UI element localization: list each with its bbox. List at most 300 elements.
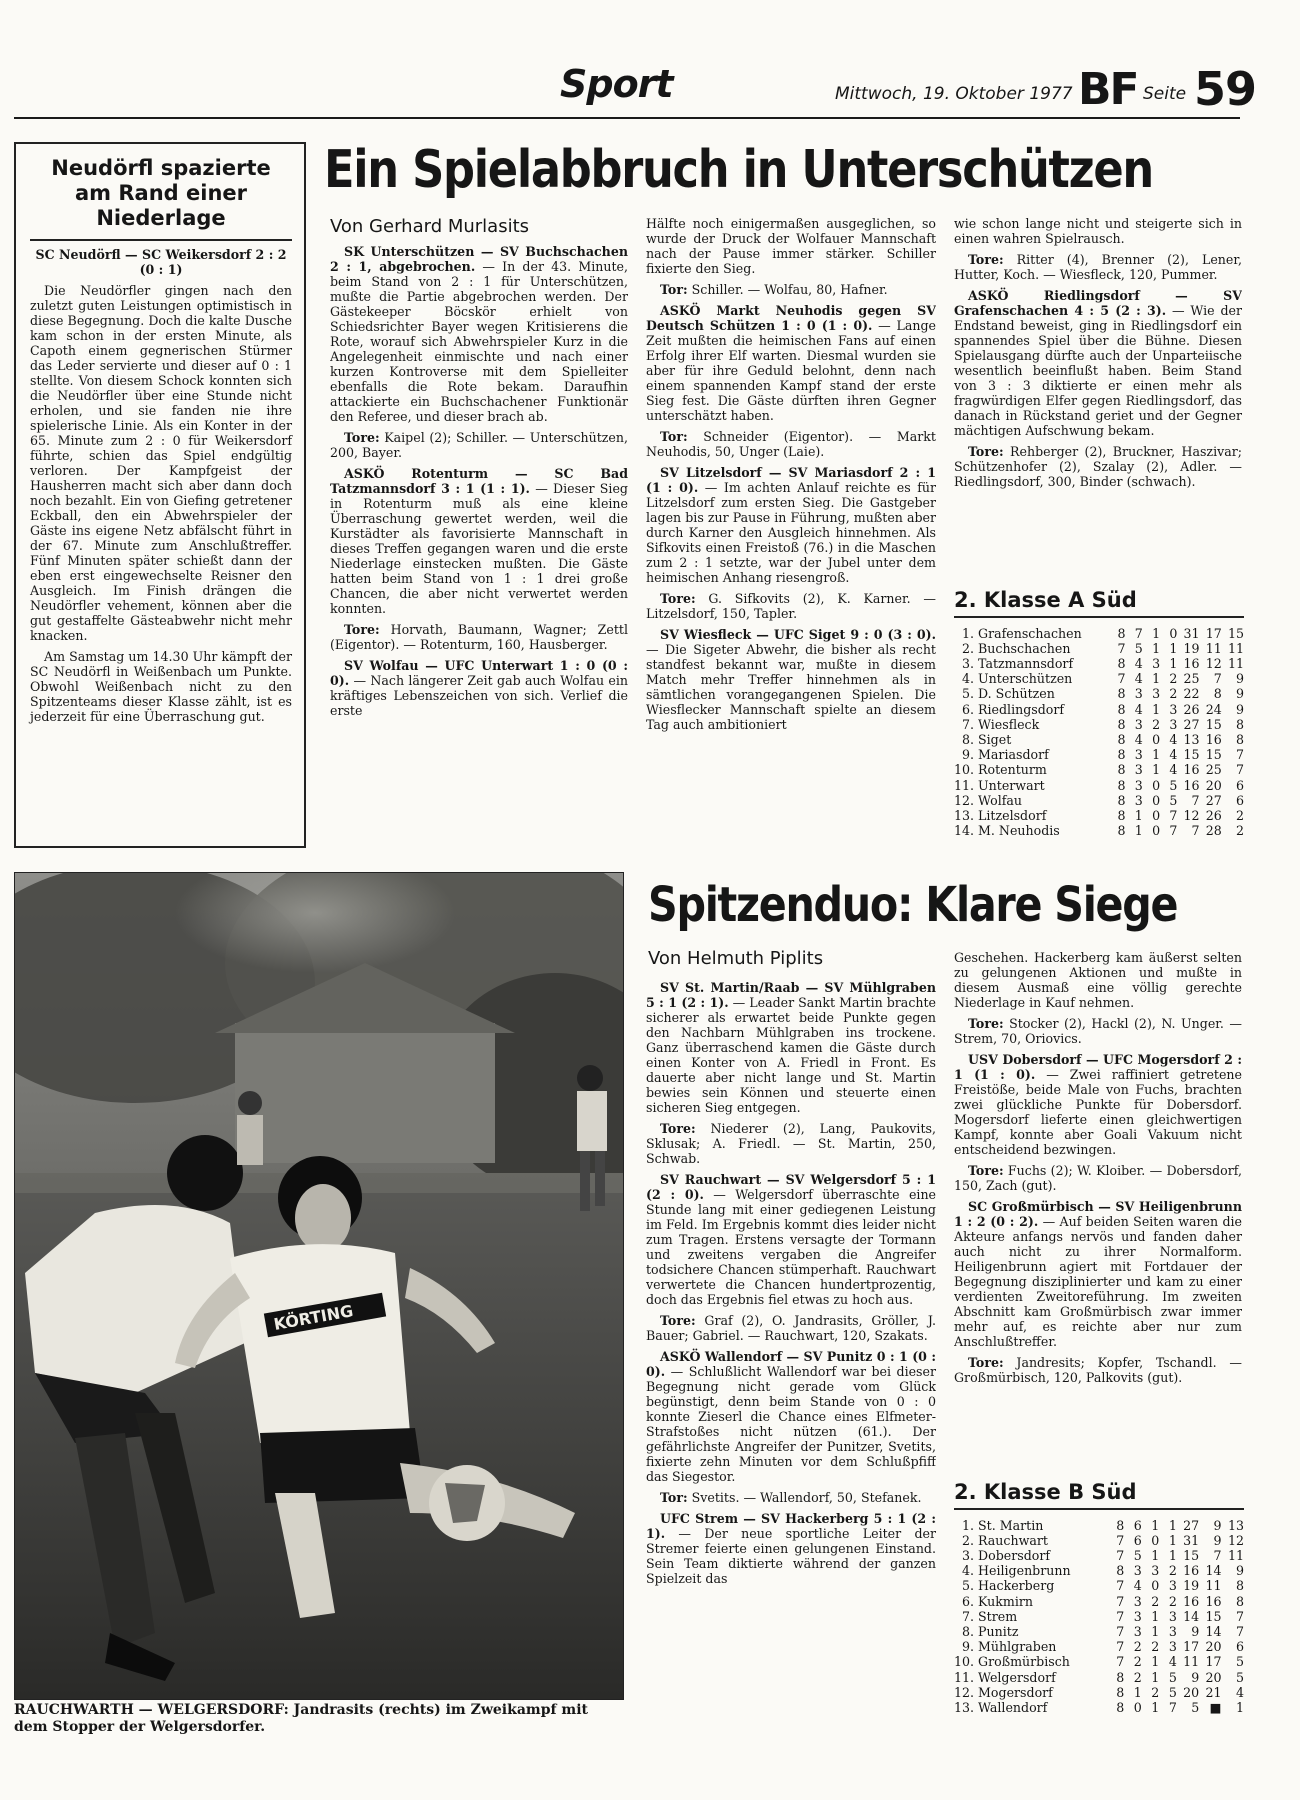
table-row (954, 1685, 1244, 1700)
cell-d: 1 (1152, 671, 1161, 687)
issue-date: Mittwoch, 19. Oktober 1977 (835, 84, 1073, 104)
table-row (954, 717, 1244, 732)
cell-d: 0 (1152, 792, 1161, 808)
header-rule (14, 117, 1240, 119)
cell-rank: 8. (962, 731, 975, 747)
table-row (954, 626, 1244, 641)
cell-pts: 1 (1235, 1699, 1244, 1715)
cell-rank: 5. (962, 1578, 975, 1594)
table-row (954, 1609, 1244, 1624)
main-headline: Ein Spielabbruch in Unterschützen (324, 140, 1153, 200)
cell-sp: 8 (1116, 1699, 1125, 1715)
cell-rank: 9. (962, 1639, 975, 1655)
cell-pts: 4 (1235, 1684, 1244, 1700)
cell-w: 1 (1134, 807, 1143, 823)
cell-gf: 19 (1183, 640, 1200, 656)
cell-sp: 8 (1117, 777, 1126, 793)
table-row (954, 1639, 1244, 1654)
cell-pts: 12 (1227, 1532, 1244, 1548)
cell-rank: 5. (962, 686, 975, 702)
sidebar-match: SC Neudörfl — SC Weikersdorf 2 : 2 (0 : 1) (35, 247, 287, 277)
cell-w: 3 (1134, 747, 1143, 763)
cell-l: 1 (1168, 1517, 1177, 1533)
table-row (954, 1563, 1244, 1578)
scorers-label: Tore: (660, 1313, 696, 1328)
match-result: SV Wiesfleck — UFC Siget 9 : 0 (3 : 0). (660, 627, 936, 642)
scorers-label: Tore: (968, 444, 1004, 459)
match-report: — In der 43. Minute, beim Stand von 2 : 1 für Unterschützen, mußte die Partie abgebrochen werden. Der Gästekeeper Böcskör erhielt von Schiedsrichter Bayer wegen Kritisierens die Rote, worauf sich Abwehrspieler Kurz in die Angelegenheit einmischte und nach einer kurzen Kontroverse mit dem Spielleiter ebenfalls die Rote bekam. Daraufhin attackierte ein Buchschachener Funktionär den Referee, und dieser brach ab. (330, 259, 628, 424)
cell-ga: 17 (1205, 1654, 1222, 1670)
cell-ga: 11 (1205, 1578, 1222, 1594)
cell-gf: 15 (1183, 1547, 1200, 1563)
cell-l: 3 (1168, 1578, 1177, 1594)
page-number: 59 (1194, 62, 1257, 116)
cell-w: 6 (1133, 1517, 1142, 1533)
table-row (954, 702, 1244, 717)
cell-rank: 4. (962, 1563, 975, 1579)
cell-sp: 8 (1117, 686, 1126, 702)
cell-gf: 14 (1183, 1608, 1200, 1624)
cell-pts: 7 (1235, 1623, 1244, 1639)
cell-gf: 16 (1183, 762, 1200, 778)
cell-rank: 10. (954, 762, 975, 778)
cell-team: Wallendorf (978, 1699, 1048, 1715)
cell-rank: 11. (954, 777, 975, 793)
cell-gf: 16 (1183, 1563, 1200, 1579)
cell-ga: 9 (1213, 1517, 1222, 1533)
cell-l: 0 (1169, 625, 1178, 641)
cell-pts: 2 (1235, 823, 1244, 839)
cell-gf: 20 (1183, 1684, 1200, 1700)
cell-gf: 16 (1183, 655, 1200, 671)
cell-d: 2 (1151, 1639, 1160, 1655)
cell-w: 4 (1133, 1578, 1142, 1594)
cell-team: Mühlgraben (978, 1639, 1057, 1655)
cell-sp: 7 (1116, 1578, 1125, 1594)
cell-sp: 7 (1116, 1608, 1125, 1624)
cell-gf: 19 (1183, 1578, 1200, 1594)
cell-ga: 26 (1205, 807, 1222, 823)
cell-d: 1 (1151, 1669, 1160, 1685)
cell-d: 1 (1152, 762, 1161, 778)
cell-pts: 8 (1235, 1593, 1244, 1609)
cell-w: 2 (1133, 1639, 1142, 1655)
cell-pts: 15 (1227, 625, 1244, 641)
cell-gf: 9 (1191, 1623, 1200, 1639)
article1-column-2 (646, 216, 936, 860)
cell-l: 7 (1168, 1699, 1177, 1715)
scorers: Jandresits; Kopfer, Tschandl. — Großmürbisch, 120, Palkovits (gut). (954, 1355, 1242, 1385)
cell-l: 5 (1168, 1669, 1177, 1685)
cell-gf: 5 (1191, 1699, 1200, 1715)
cell-l: 1 (1169, 655, 1178, 671)
cell-ga: 24 (1205, 701, 1222, 717)
cell-w: 3 (1133, 1623, 1142, 1639)
photo-caption (14, 1702, 624, 1736)
cell-l: 2 (1168, 1563, 1177, 1579)
table-title: 2. Klasse B Süd (954, 1480, 1137, 1504)
cell-team: Buchschachen (978, 640, 1071, 656)
cell-sp: 8 (1117, 762, 1126, 778)
scorers: Schiller. — Wolfau, 80, Hafner. (691, 282, 888, 297)
cell-w: 4 (1134, 655, 1143, 671)
cell-pts: 8 (1235, 731, 1244, 747)
cell-rank: 4. (962, 671, 975, 687)
article1-column-1 (330, 244, 628, 860)
cell-ga: 15 (1205, 716, 1222, 732)
cell-d: 3 (1152, 655, 1161, 671)
second-headline: Spitzenduo: Klare Siege (648, 877, 1178, 933)
scorers-label: Tore: (968, 1016, 1004, 1031)
scorers: Schneider (Eigentor). — Markt Neuhodis, 50, Unger (Laie). (646, 429, 936, 459)
table-row (954, 656, 1244, 671)
cell-rank: 14. (954, 823, 975, 839)
scorers: G. Sifkovits (2), K. Karner. — Litzelsdorf, 150, Tapler. (646, 591, 936, 621)
scorers: Niederer (2), Lang, Paukovits, Sklusak; A. Friedl. — St. Martin, 250, Schwab. (646, 1121, 936, 1166)
sidebar-article (14, 142, 306, 848)
cell-d: 1 (1151, 1517, 1160, 1533)
cell-pts: 7 (1235, 762, 1244, 778)
match-report: — Schlußlicht Wallendorf war bei dieser Begegnung nicht gerade vom Glück begünstigt, denn beim Stande von 0 : 0 konnte Zieserl die Chance eines Elfmeter-Strafstoßes nicht nützen (61.). Der gefährlichste Angreifer der Punitzer, Svetits, fixierte zehn Minuten vor dem Schlußpfiff das Siegestor. (646, 1364, 936, 1484)
cell-team: Grafenschachen (978, 625, 1082, 641)
match-result: SV Litzelsdorf — SV Mariasdorf 2 : 1 (1 : 0). (646, 465, 936, 495)
cell-team: Tatzmannsdorf (978, 655, 1074, 671)
scorers-label: Tor: (660, 1490, 688, 1505)
match-report: — Welgersdorf überraschte eine Stunde lang mit einer gediegenen Leistung im Feld. Im Ergebnis kommt dies leider nicht zum Tragen. Erstens versagte der Tormann und zweitens vergaben die Angreifer todsichere Chancen stümperhaft. Rauchwart verwertete die Chancen hundertprozentig, doch das Ergebnis fiel etwas zu hoch aus. (646, 1187, 936, 1307)
scorers-label: Tore: (968, 252, 1004, 267)
article1-column-3 (954, 216, 1242, 572)
cell-ga: 11 (1205, 640, 1222, 656)
scorers: Graf (2), O. Jandrasits, Gröller, J. Bauer; Gabriel. — Rauchwart, 120, Szakats. (646, 1313, 936, 1343)
cell-sp: 7 (1117, 640, 1126, 656)
cell-gf: 11 (1183, 1654, 1200, 1670)
cell-gf: 7 (1191, 792, 1200, 808)
cell-rank: 8. (962, 1623, 975, 1639)
match-report: — Zwei raffiniert getretene Freistöße, beide Male von Fuchs, brachten zwei glückliche Punkte für Dobersdorf. Mogersdorf lieferte einen gleichwertigen Kampf, konnte aber Goali Vakuum nicht entscheidend bezwingen. (954, 1067, 1242, 1157)
match-report: wie schon lange nicht und steigerte sich in einen wahren Spielrausch. (954, 216, 1242, 246)
cell-w: 3 (1133, 1608, 1142, 1624)
sidebar-body (16, 241, 304, 724)
cell-d: 1 (1152, 640, 1161, 656)
table-row (954, 641, 1244, 656)
cell-l: 2 (1168, 1593, 1177, 1609)
cell-team: Dobersdorf (978, 1547, 1051, 1563)
match-report: — Wie der Endstand beweist, ging in Riedlingsdorf ein spannendes Spiel über die Bühne. Diesen Spielausgang dürfte auch der Unparteiische wesentlich beeinflußt haben. Beim Stand von 3 : 3 diktierte er einen mehr als fragwürdigen Elfer gegen Riedlingsdorf, das danach in Rückstand geriet und der Gegner mächtigen Aufschwung bekam. (954, 303, 1242, 438)
cell-sp: 8 (1117, 792, 1126, 808)
cell-team: Heiligenbrunn (978, 1563, 1071, 1579)
cell-gf: 12 (1183, 807, 1200, 823)
table-row (954, 747, 1244, 762)
standings-table (954, 1518, 1244, 1716)
cell-ga: 25 (1205, 762, 1222, 778)
scorers-label: Tore: (660, 1121, 696, 1136)
newspaper-logo: BF (1078, 64, 1138, 115)
cell-w: 3 (1134, 686, 1143, 702)
cell-gf: 27 (1183, 716, 1200, 732)
cell-d: 1 (1152, 701, 1161, 717)
shirt-lettering: KÖRTING (272, 1301, 355, 1334)
cell-team: Wolfau (978, 792, 1023, 808)
cell-gf: 22 (1183, 686, 1200, 702)
table-row (954, 1518, 1244, 1533)
cell-sp: 8 (1117, 747, 1126, 763)
table-row (954, 762, 1244, 777)
scorers-label: Tor: (660, 429, 688, 444)
article2-column-1 (646, 980, 936, 1780)
cell-w: 1 (1134, 823, 1143, 839)
cell-d: 0 (1152, 731, 1161, 747)
cell-ga: 15 (1205, 1608, 1222, 1624)
cell-d: 2 (1151, 1684, 1160, 1700)
cell-rank: 6. (962, 701, 975, 717)
cell-sp: 8 (1116, 1669, 1125, 1685)
match-result: ASKÖ Wallendorf — SV Punitz 0 : 1 (0 : 0). (646, 1349, 936, 1379)
cell-sp: 7 (1116, 1639, 1125, 1655)
cell-ga: ■ (1209, 1699, 1222, 1715)
cell-rank: 6. (962, 1593, 975, 1609)
cell-team: Welgersdorf (978, 1669, 1056, 1685)
sidebar-paragraph: Am Samstag um 14.30 Uhr kämpft der SC Neudörfl in Weißenbach um Punkte. Obwohl Weißenbach nicht zu den Spitzenteams dieser Klasse zählt, ist es jederzeit für eine Überraschung gut. (30, 649, 292, 724)
table-row (954, 1548, 1244, 1563)
cell-team: Kukmirn (978, 1593, 1034, 1609)
cell-l: 5 (1168, 1684, 1177, 1700)
table-rule (954, 616, 1244, 618)
cell-team: Mariasdorf (978, 747, 1049, 763)
match-report: — Im achten Anlauf reichte es für Litzelsdorf zum ersten Sieg. Die Gastgeber lagen bis zur Pause in Führung, mußten aber durch Karner den Ausgleich hinnehmen. Als Sifkovits einen Freistoß (76.) in die Maschen zum 2 : 1 setzte, war der Jubel unter dem heimischen Anhang riesengroß. (646, 480, 936, 585)
cell-team: M. Neuhodis (978, 823, 1060, 839)
cell-ga: 14 (1205, 1623, 1222, 1639)
match-report: — Dieser Sieg in Rotenturm muß als eine kleine Überraschung gewertet werden, weil die Kurstädter als favorisierte Mannschaft in dieses Treffen gegangen waren und die erste Niederlage einstecken mußten. Die Gäste hatten beim Stand von 1 : 1 drei große Chancen, die aber nicht verwertet werden konnten. (330, 481, 628, 616)
cell-l: 7 (1169, 823, 1178, 839)
cell-gf: 16 (1183, 1593, 1200, 1609)
league-table-a (954, 588, 1244, 838)
scorers-label: Tore: (968, 1355, 1004, 1370)
cell-rank: 3. (962, 655, 975, 671)
cell-rank: 2. (962, 640, 975, 656)
match-result: SV Rauchwart — SV Welgersdorf 5 : 1 (2 : 0). (646, 1172, 936, 1202)
cell-gf: 31 (1183, 1532, 1200, 1548)
table-row (954, 671, 1244, 686)
cell-gf: 26 (1183, 701, 1200, 717)
cell-ga: 8 (1213, 686, 1222, 702)
cell-team: Unterwart (978, 777, 1045, 793)
table-row (954, 823, 1244, 838)
cell-team: Rotenturm (978, 762, 1047, 778)
cell-l: 1 (1169, 640, 1178, 656)
cell-rank: 13. (954, 1699, 975, 1715)
cell-sp: 7 (1116, 1623, 1125, 1639)
sidebar-paragraph: Die Neudörfler gingen nach den zuletzt guten Leistungen optimistisch in diese Begegnung. Doch die kalte Dusche kam schon in der ersten Minute, als Capoth einem gegnerischen Stürmer das Leder servierte und dieser auf 0 : 1 stellte. Von diesem Schock konnten sich die Neudörfler über eine Stunde nicht erholen, und sie fanden nie ihre spielerische Linie. Als ein Konter in der 65. Minute zum 2 : 0 für Weikersdorf führte, schien das Spiel endgültig verloren. Der Kampfgeist der Hausherren macht sich aber dann doch noch bezahlt. Ein von Giefing getretener Eckball, den ein Abwehrspieler der Gäste ins eigene Netz abfälscht führt in der 67. Minute zum Anschlußtreffer. Fünf Minuten später schießt dann der eben erst eingewechselte Reisner den Ausgleich. Im Finish drängen die Neudörfler vehement, können aber die gut gestaffelte Gästeabwehr nicht mehr knacken. (30, 283, 292, 643)
scorers: Rehberger (2), Bruckner, Haszivar; Schützenhofer (2), Szalay (2), Adler. — Riedlingsdorf, 300, Binder (schwach). (954, 444, 1242, 489)
cell-team: Punitz (978, 1623, 1019, 1639)
cell-w: 3 (1134, 716, 1143, 732)
cell-pts: 5 (1235, 1669, 1244, 1685)
match-report: — Auf beiden Seiten waren die Akteure anfangs nervös und fanden daher auch nicht zu ihrer Normalform. Heiligenbrunn agiert mit Fortdauer der Begegnung disziplinierter und kam zu einer verdienten Zweitoreführung. Im zweiten Abschnitt kam Großmürbisch zwar immer mehr auf, es reichte aber nur zum Anschlußtreffer. (954, 1214, 1242, 1349)
cell-rank: 10. (954, 1654, 975, 1670)
cell-ga: 21 (1205, 1684, 1222, 1700)
cell-d: 3 (1151, 1563, 1160, 1579)
cell-pts: 11 (1227, 640, 1244, 656)
cell-pts: 5 (1235, 1654, 1244, 1670)
cell-rank: 11. (954, 1669, 975, 1685)
cell-l: 7 (1169, 807, 1178, 823)
cell-pts: 6 (1235, 792, 1244, 808)
cell-l: 5 (1169, 777, 1178, 793)
cell-l: 1 (1168, 1547, 1177, 1563)
scorers: Ritter (4), Brenner (2), Lener, Hutter, Koch. — Wiesfleck, 120, Pummer. (954, 252, 1242, 282)
standings-table (954, 626, 1244, 839)
cell-pts: 6 (1235, 1639, 1244, 1655)
match-photo-image (15, 873, 623, 1699)
cell-gf: 27 (1183, 1517, 1200, 1533)
cell-team: D. Schützen (978, 686, 1055, 702)
cell-ga: 20 (1205, 777, 1222, 793)
cell-w: 4 (1134, 731, 1143, 747)
cell-gf: 31 (1183, 625, 1200, 641)
cell-d: 0 (1152, 777, 1161, 793)
match-report: — Nach längerer Zeit gab auch Wolfau ein kräftiges Lebenszeichen von sich. Verlief die erste (330, 673, 628, 718)
cell-sp: 8 (1117, 716, 1126, 732)
cell-l: 4 (1168, 1654, 1177, 1670)
cell-l: 4 (1169, 731, 1178, 747)
cell-l: 1 (1168, 1532, 1177, 1548)
cell-team: Hackerberg (978, 1578, 1055, 1594)
scorers: Horvath, Baumann, Wagner; Zettl (Eigentor). — Rotenturm, 160, Hausberger. (330, 622, 628, 652)
cell-w: 0 (1133, 1699, 1142, 1715)
page-label: Seite (1143, 84, 1187, 104)
section-title: Sport (560, 62, 673, 106)
match-report: — Leader Sankt Martin brachte sicherer als erwartet beide Punkte gegen den Nachbarn Mühlgraben ins trockene. Ganz überraschend kamen die Gäste durch einen Konter von A. Friedl in Front. Es dauerte aber nicht lange und St. Martin bewies sein Können und steuerte einen sicheren Sieg entgegen. (646, 995, 936, 1115)
table-row (954, 793, 1244, 808)
cell-pts: 8 (1235, 1578, 1244, 1594)
cell-ga: 7 (1213, 671, 1222, 687)
table-row (954, 732, 1244, 747)
match-photo (14, 872, 624, 1700)
cell-w: 3 (1133, 1593, 1142, 1609)
cell-w: 3 (1134, 777, 1143, 793)
cell-l: 2 (1169, 686, 1178, 702)
cell-pts: 9 (1235, 671, 1244, 687)
cell-pts: 9 (1235, 1563, 1244, 1579)
cell-sp: 8 (1117, 625, 1126, 641)
cell-team: Siget (978, 731, 1012, 747)
cell-rank: 1. (962, 1517, 975, 1533)
caption-text: Jandrasits (rechts) im Zweikampf mit dem Stopper der Welgersdorfer. (14, 1702, 588, 1735)
cell-team: Strem (978, 1608, 1018, 1624)
cell-rank: 7. (962, 716, 975, 732)
cell-rank: 1. (962, 625, 975, 641)
scorers-label: Tore: (344, 622, 380, 637)
cell-team: Wiesfleck (978, 716, 1040, 732)
cell-rank: 3. (962, 1547, 975, 1563)
cell-w: 5 (1134, 640, 1143, 656)
cell-rank: 12. (954, 792, 975, 808)
scorers: Stocker (2), Hackl (2), N. Unger. — Strem, 70, Oriovics. (954, 1016, 1242, 1046)
match-report: Hälfte noch einigermaßen ausgeglichen, so wurde der Druck der Wolfauer Mannschaft nach der Pause immer stärker. Schiller fixierte den Sieg. (646, 216, 936, 276)
match-result: USV Dobersdorf — UFC Mogersdorf 2 : 1 (1 : 0). (954, 1052, 1242, 1082)
match-result: UFC Strem — SV Hackerberg 5 : 1 (2 : 1). (646, 1511, 936, 1541)
cell-team: St. Martin (978, 1517, 1044, 1533)
cell-gf: 7 (1191, 823, 1200, 839)
cell-w: 2 (1133, 1654, 1142, 1670)
cell-w: 1 (1133, 1684, 1142, 1700)
cell-gf: 16 (1183, 777, 1200, 793)
cell-sp: 8 (1117, 807, 1126, 823)
cell-l: 4 (1169, 747, 1178, 763)
cell-sp: 8 (1116, 1684, 1125, 1700)
cell-d: 1 (1152, 625, 1161, 641)
table-row (954, 1700, 1244, 1715)
cell-ga: 20 (1205, 1639, 1222, 1655)
scorers-label: Tore: (660, 591, 696, 606)
cell-l: 3 (1169, 701, 1178, 717)
cell-rank: 9. (962, 747, 975, 763)
scorers-label: Tor: (660, 282, 688, 297)
cell-pts: 13 (1227, 1517, 1244, 1533)
cell-l: 3 (1168, 1623, 1177, 1639)
cell-l: 3 (1168, 1608, 1177, 1624)
cell-d: 1 (1151, 1623, 1160, 1639)
match-result: SC Großmürbisch — SV Heiligenbrunn 1 : 2 (0 : 2). (954, 1199, 1242, 1229)
cell-d: 0 (1152, 823, 1161, 839)
cell-ga: 16 (1205, 731, 1222, 747)
cell-pts: 7 (1235, 1608, 1244, 1624)
cell-sp: 8 (1117, 655, 1126, 671)
cell-d: 1 (1151, 1608, 1160, 1624)
cell-rank: 12. (954, 1684, 975, 1700)
cell-w: 7 (1134, 625, 1143, 641)
table-row (954, 1670, 1244, 1685)
cell-ga: 15 (1205, 747, 1222, 763)
cell-sp: 8 (1116, 1517, 1125, 1533)
cell-pts: 8 (1235, 716, 1244, 732)
cell-l: 3 (1168, 1639, 1177, 1655)
table-row (954, 1594, 1244, 1609)
scorers: Fuchs (2); W. Kloiber. — Dobersdorf, 150, Zach (gut). (954, 1163, 1242, 1193)
cell-d: 2 (1152, 716, 1161, 732)
table-rule (954, 1508, 1244, 1510)
cell-sp: 7 (1116, 1547, 1125, 1563)
cell-d: 2 (1151, 1593, 1160, 1609)
match-report: — Die Sigeter Abwehr, die bisher als recht standfest bekannt war, mußte in diesem Match mehr Treffer hinnehmen als in sämtlichen vorangegangenen Spielen. Die Wiesflecker Mannschaft spielte an diesem Tag auch ambitioniert (646, 642, 936, 732)
cell-pts: 11 (1227, 1547, 1244, 1563)
cell-pts: 11 (1227, 655, 1244, 671)
scorers-label: Tore: (968, 1163, 1004, 1178)
cell-gf: 25 (1183, 671, 1200, 687)
cell-w: 3 (1133, 1563, 1142, 1579)
cell-d: 3 (1152, 686, 1161, 702)
caption-head: RAUCHWARTH — WELGERSDORF: (14, 1702, 289, 1718)
cell-sp: 7 (1117, 671, 1126, 687)
byline: Von Helmuth Piplits (648, 948, 824, 969)
cell-d: 0 (1151, 1578, 1160, 1594)
match-result: SK Unterschützen — SV Buchschachen 2 : 1, abgebrochen. (330, 244, 628, 274)
cell-l: 4 (1169, 762, 1178, 778)
cell-sp: 7 (1116, 1654, 1125, 1670)
cell-sp: 8 (1116, 1563, 1125, 1579)
cell-w: 2 (1133, 1669, 1142, 1685)
cell-d: 1 (1152, 747, 1161, 763)
cell-rank: 7. (962, 1608, 975, 1624)
cell-team: Mogersdorf (978, 1684, 1053, 1700)
match-report: — Der neue sportliche Leiter der Stremer feierte einen gelungenen Einstand. Sein Team diktierte während der ganzen Spielzeit das (646, 1526, 936, 1586)
cell-l: 2 (1169, 671, 1178, 687)
cell-w: 5 (1133, 1547, 1142, 1563)
cell-sp: 8 (1117, 823, 1126, 839)
table-row (954, 808, 1244, 823)
cell-d: 1 (1151, 1654, 1160, 1670)
match-result: ASKÖ Rotenturm — SC Bad Tatzmannsdorf 3 : 1 (1 : 1). (330, 466, 628, 496)
